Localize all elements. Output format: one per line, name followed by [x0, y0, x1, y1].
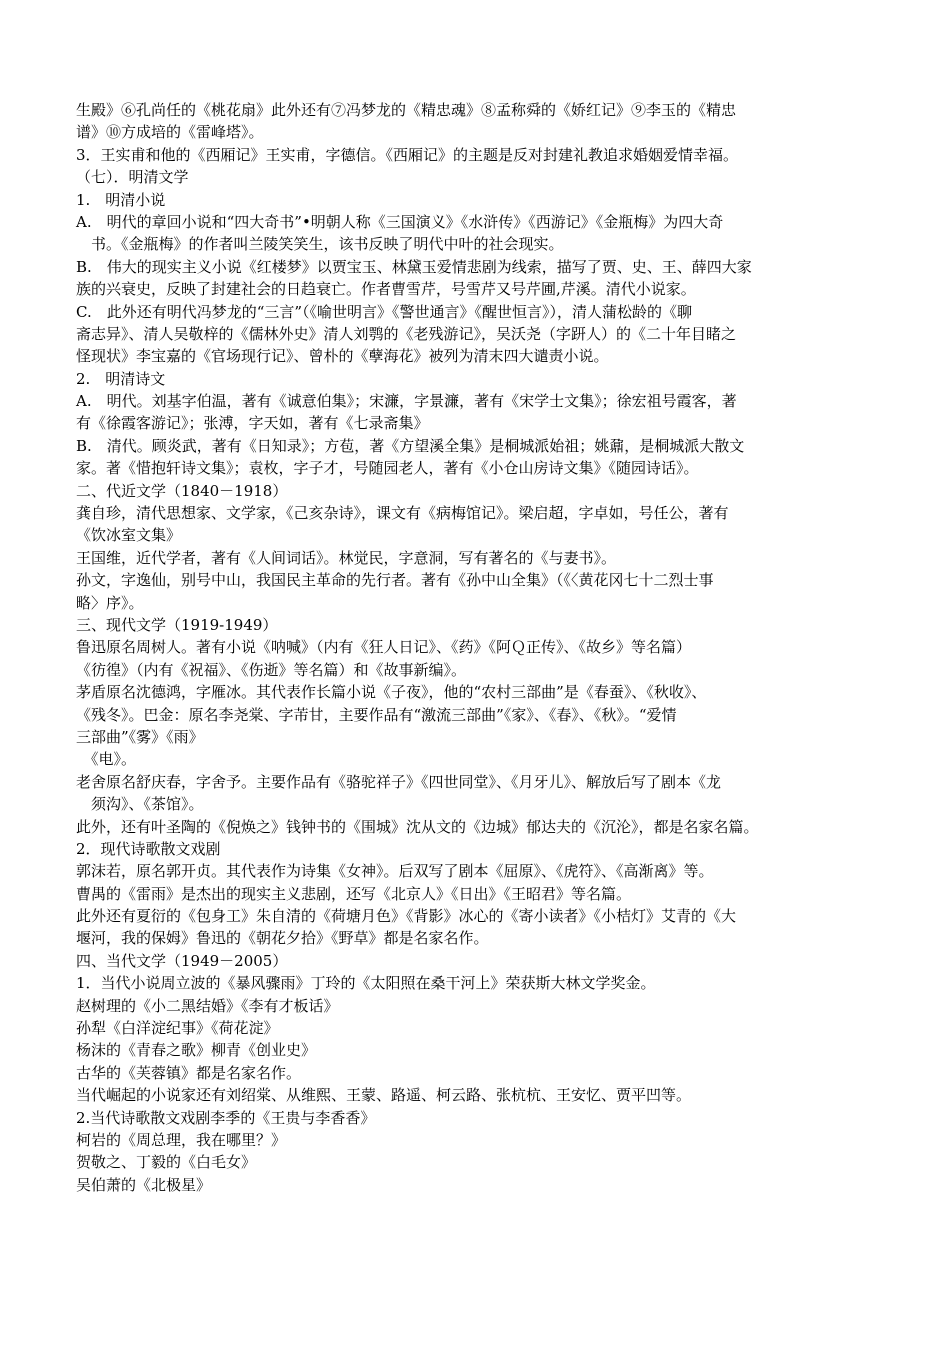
- section-heading: 二、代近文学（1840－1918）: [76, 481, 288, 500]
- text-line: 古华的《芙蓉镇》都是名家名作。: [76, 1063, 302, 1082]
- text-line: 鲁迅原名周树人。著有小说《呐喊》（内有《狂人日记》、《药》《阿Ｑ正传》、《故乡》等名篇）: [76, 638, 692, 657]
- text-line: 《彷徨》（内有《祝福》、《伤逝》等名篇）和《故事新编》。: [76, 660, 467, 679]
- text-line: A. 明代的章回小说和“四大奇书”•明朝人称《三国演义》《水浒传》《西游记》《金瓶梅》为四大奇: [76, 212, 724, 231]
- text-line: 王国维，近代学者，著有《人间词话》。林觉民，字意洞，写有著名的《与妻书》。: [76, 548, 617, 567]
- text-line: 怪现状》李宝嘉的《官场现行记》、曾朴的《孽海花》被列为清末四大谴责小说。: [76, 347, 609, 366]
- text-line: 此外，还有叶圣陶的《倪焕之》钱钟书的《围城》沈从文的《边城》郁达夫的《沉沦》，都是名家名篇。: [76, 817, 759, 836]
- document-body: [76, 99, 906, 1196]
- text-line: 《饮冰室文集》: [76, 526, 182, 545]
- text-line: B. 清代。顾炎武，著有《日知录》；方苞，著《方望溪全集》是桐城派始祖；姚鼐，是桐城派大散文: [76, 436, 745, 455]
- text-line: 略〉序》。: [76, 593, 144, 612]
- text-line: 赵树理的《小二黑结婚》《李有才板话》: [76, 996, 339, 1015]
- section-heading: 四、当代文学（1949－2005）: [76, 951, 288, 970]
- text-line: 老舍原名舒庆春，字舍予。主要作品有《骆驼祥子》《四世同堂》、《月牙儿》、解放后写了剧本《龙: [76, 772, 722, 791]
- text-line: 孙文，字逸仙，别号中山，我国民主革命的先行者。著有《孙中山全集》（《〈黄花冈七十二烈士事: [76, 571, 714, 590]
- subsection-heading: 1. 明清小说: [76, 190, 166, 209]
- section-heading: （七）．明清文学: [76, 168, 189, 187]
- text-line: 1．当代小说周立波的《暴风骤雨》丁玲的《太阳照在桑干河上》荣获斯大林文学奖金。: [76, 974, 656, 993]
- text-line: 三部曲”《雾》《雨》: [76, 727, 204, 746]
- text-line: 有《徐霞客游记》；张溥，字天如，著有《七录斋集》: [76, 414, 429, 433]
- section-heading: 三、现代文学（1919-1949）: [76, 615, 278, 634]
- text-line: 2.当代诗歌散文戏剧李季的《王贵与李香香》: [76, 1108, 376, 1127]
- text-line: 柯岩的《周总理，我在哪里？》: [76, 1130, 287, 1149]
- text-line: 吴伯萧的《北极星》: [76, 1175, 212, 1194]
- text-line: 当代崛起的小说家还有刘绍棠、从维熙、王蒙、路遥、柯云路、张杭杭、王安忆、贾平凹等。: [76, 1086, 692, 1105]
- text-line: C. 此外还有明代冯梦龙的“三言”（《喻世明言》《警世通言》《醒世恒言》），清人蒲松龄的《聊: [76, 302, 693, 321]
- text-line: 此外还有夏衍的《包身工》朱自清的《荷塘月色》《背影》冰心的《寄小读者》《小桔灯》艾青的《大: [76, 907, 737, 926]
- text-line: 谱》⑩方成培的《雷峰塔》。: [76, 123, 264, 142]
- text-line: 斋志异》、清人吴敬梓的《儒林外史》清人刘鹗的《老残游记》，吴沃尧（字趼人）的《二十年目睹之: [76, 324, 737, 343]
- text-line: 族的兴衰史，反映了封建社会的日趋衰亡。作者曹雪芹，号雪芹又号芹圃,芹溪。清代小说家。: [76, 280, 696, 299]
- text-line: 杨沫的《青春之歌》柳青《创业史》: [76, 1041, 317, 1060]
- text-line: 《残冬》。巴金：原名李尧棠、字芾甘，主要作品有“激流三部曲”《家》、《春》、《秋》。“爱情: [76, 705, 677, 724]
- text-line: 龚自珍，清代思想家、文学家，《己亥杂诗》，课文有《病梅馆记》。梁启超，字卓如，号任公，著有: [76, 504, 729, 523]
- text-line: 3．王实甫和他的《西厢记》王实甫，字德信。《西厢记》的主题是反对封建礼教追求婚姻爱情幸福。: [76, 145, 739, 164]
- text-line: 家。著《惜抱轩诗文集》；袁枚，字子才，号随园老人，著有《小仓山房诗文集》《随园诗话》。: [76, 459, 699, 478]
- subsection-heading: 2. 明清诗文: [76, 369, 166, 388]
- text-line: 须沟》、《茶馆》。: [76, 795, 204, 814]
- text-line: 生殿》⑥孔尚任的《桃花扇》此外还有⑦冯梦龙的《精忠魂》⑧孟称舜的《娇红记》⑨李玉的《精忠: [76, 101, 737, 119]
- text-line: 《电》。: [76, 750, 137, 769]
- text-line: B. 伟大的现实主义小说《红楼梦》以贾宝玉、林黛玉爱情悲剧为线索，描写了贾、史、王、薛四大家: [76, 257, 752, 276]
- subsection-heading: 2．现代诗歌散文戏剧: [76, 839, 221, 858]
- text-line: 贺敬之、丁毅的《白毛女》: [76, 1153, 257, 1172]
- text-line: 曹禺的《雷雨》是杰出的现实主义悲剧，还写《北京人》《日出》《王昭君》等名篇。: [76, 884, 632, 903]
- text-line: A. 明代。刘基字伯温，著有《诚意伯集》；宋濂，字景濂，著有《宋学士文集》；徐宏祖号霞客，著: [76, 392, 737, 411]
- text-line: 堰河，我的保姆》鲁迅的《朝花夕拾》《野草》都是名家名作。: [76, 929, 489, 948]
- text-line: 郭沫若，原名郭开贞。其代表作为诗集《女神》。后双写了剧本《屈原》、《虎符》、《高渐离》等。: [76, 862, 714, 881]
- text-line: 书。《金瓶梅》的作者叫兰陵笑笑生，该书反映了明代中叶的社会现实。: [76, 235, 564, 254]
- text-line: 孙犁《白洋淀纪事》《荷花淀》: [76, 1019, 279, 1038]
- text-line: 茅盾原名沈德鸿，字雁冰。其代表作长篇小说《子夜》，他的“农村三部曲”是《春蚕》、《秋收》、: [76, 683, 707, 702]
